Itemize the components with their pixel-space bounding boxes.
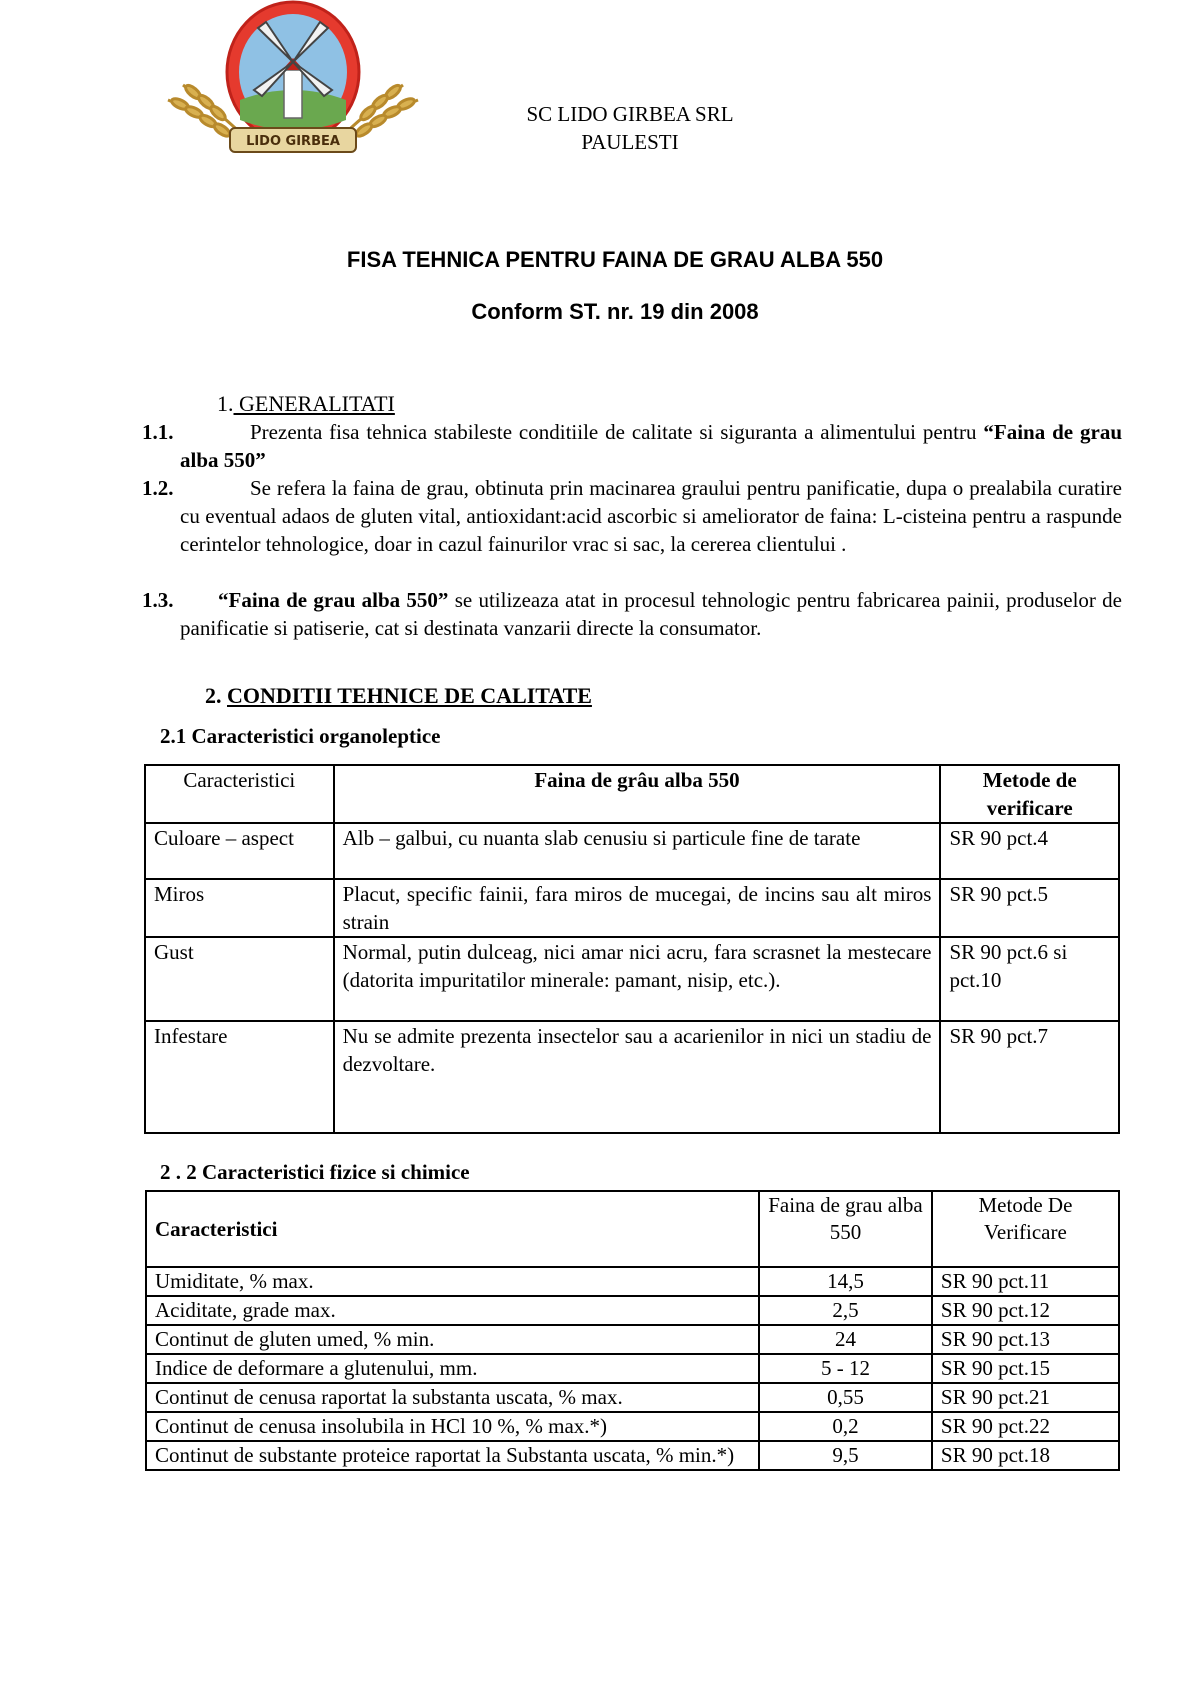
table-row <box>145 1021 1119 1133</box>
paragraph-text: Se refera la faina de grau, obtinuta prin macinarea graului pentru panificatie, dupa o prealabila curatire cu eventual adaos de gluten vital, antioxidant:acid ascorbic si ameliorator de faina: L-cisteina pentru a raspunde cerintelor tehnologice, doar in cazul fainurilor vrac si sac, la cererea clientului . <box>180 476 1122 556</box>
table-cell: Aciditate, grade max. <box>146 1296 759 1325</box>
document-title: FISA TEHNICA PENTRU FAINA DE GRAU ALBA 550 <box>346 247 884 272</box>
table-cell: Culoare – aspect <box>145 823 334 879</box>
table-cell: Umiditate, % max. <box>146 1267 759 1296</box>
paragraph-1-1 <box>142 418 1122 474</box>
table-cell: 2,5 <box>759 1296 932 1325</box>
table-row <box>146 1441 1119 1470</box>
paragraph-number: 1.2. <box>142 476 174 500</box>
table-row <box>145 823 1119 879</box>
table-cell: SR 90 pct.7 <box>940 1021 1119 1133</box>
table-cell: 14,5 <box>759 1267 932 1296</box>
table-header-row <box>145 765 1119 823</box>
table-cell: SR 90 pct.4 <box>940 823 1119 879</box>
table-row <box>146 1267 1119 1296</box>
column-header: Caracteristici <box>145 765 334 823</box>
table-cell: Continut de substante proteice raportat la Substanta uscata, % min.*) <box>146 1441 759 1470</box>
table-cell: 0,55 <box>759 1383 932 1412</box>
organoleptic-table <box>144 764 1120 1134</box>
table-row <box>146 1412 1119 1441</box>
table-cell: Gust <box>145 937 334 1021</box>
subsection-2-2-title: 2 . 2 Caracteristici fizice si chimice <box>160 1160 470 1184</box>
table-cell: Alb – galbui, cu nuanta slab cenusiu si particule fine de tarate <box>334 823 941 879</box>
column-header: Faina de grâu alba 550 <box>334 765 941 823</box>
table-cell: Infestare <box>145 1021 334 1133</box>
table-header-row <box>146 1191 1119 1267</box>
logo-text: LIDO GIRBEA <box>246 134 340 149</box>
table-cell: 24 <box>759 1325 932 1354</box>
physical-chemical-table <box>145 1190 1120 1471</box>
paragraph-1-2 <box>142 474 1122 558</box>
company-logo <box>158 0 428 172</box>
table-cell: 5 - 12 <box>759 1354 932 1383</box>
table-cell: SR 90 pct.12 <box>932 1296 1119 1325</box>
section-2-number: 2. <box>205 683 227 708</box>
subsection-2-1-title: 2.1 Caracteristici organoleptice <box>160 724 441 748</box>
table-cell: SR 90 pct.18 <box>932 1441 1119 1470</box>
section-2-title: CONDITII TEHNICE DE CALITATE <box>227 683 592 708</box>
table-cell: Miros <box>145 879 334 937</box>
section-1-heading <box>217 391 395 417</box>
table-cell: Normal, putin dulceag, nici amar nici acru, fara scrasnet la mestecare (datorita impuritatilor minerale: pamant, nisip, etc.). <box>334 937 941 1021</box>
section-1-title: GENERALITATI <box>233 391 395 416</box>
company-location: PAULESTI <box>581 130 679 154</box>
section-2-heading <box>205 683 592 709</box>
table-cell: Continut de cenusa raportat la substanta uscata, % max. <box>146 1383 759 1412</box>
document-subtitle: Conform ST. nr. 19 din 2008 <box>471 299 759 324</box>
paragraph-text: Prezenta fisa tehnica stabileste conditiile de calitate si siguranta a alimentului pentru <box>250 420 984 444</box>
table-cell: SR 90 pct.15 <box>932 1354 1119 1383</box>
column-header: Metode De Verificare <box>932 1191 1119 1267</box>
table-cell: 0,2 <box>759 1412 932 1441</box>
table-cell: SR 90 pct.5 <box>940 879 1119 937</box>
table-row <box>145 937 1119 1021</box>
table-cell: Nu se admite prezenta insectelor sau a acarienilor in nici un stadiu de dezvoltare. <box>334 1021 941 1133</box>
table-cell: SR 90 pct.6 si pct.10 <box>940 937 1119 1021</box>
column-header: Metode de verificare <box>940 765 1119 823</box>
table-cell: Indice de deformare a glutenului, mm. <box>146 1354 759 1383</box>
paragraph-1-3 <box>142 586 1122 642</box>
table-row <box>146 1354 1119 1383</box>
table-cell: 9,5 <box>759 1441 932 1470</box>
company-block <box>430 100 830 156</box>
table-cell: SR 90 pct.21 <box>932 1383 1119 1412</box>
column-header: Faina de grau alba 550 <box>759 1191 932 1267</box>
table-row <box>146 1325 1119 1354</box>
table-cell: SR 90 pct.22 <box>932 1412 1119 1441</box>
table-cell: Continut de gluten umed, % min. <box>146 1325 759 1354</box>
table-cell: Placut, specific fainii, fara miros de mucegai, de incins sau alt miros strain <box>334 879 941 937</box>
product-name: “Faina de grau alba 550” <box>218 588 449 612</box>
table-row <box>146 1383 1119 1412</box>
paragraph-number: 1.3. <box>142 588 174 612</box>
table-cell: SR 90 pct.11 <box>932 1267 1119 1296</box>
paragraph-text: se utilizeaza atat in procesul tehnologic pentru fabricarea painii, produselor de panificatie si patiserie, cat si destinata vanzarii directe la consumator. <box>180 588 1122 640</box>
paragraph-number: 1.1. <box>142 420 174 444</box>
section-1-number: 1. <box>217 391 234 416</box>
table-cell: SR 90 pct.13 <box>932 1325 1119 1354</box>
table-row <box>146 1296 1119 1325</box>
table-cell: Continut de cenusa insolubila in HCl 10 %, % max.*) <box>146 1412 759 1441</box>
company-name: SC LIDO GIRBEA SRL <box>526 102 734 126</box>
product-name: “Faina de grau alba 550” <box>180 420 1123 472</box>
table-row <box>145 879 1119 937</box>
column-header: Caracteristici <box>146 1191 759 1267</box>
